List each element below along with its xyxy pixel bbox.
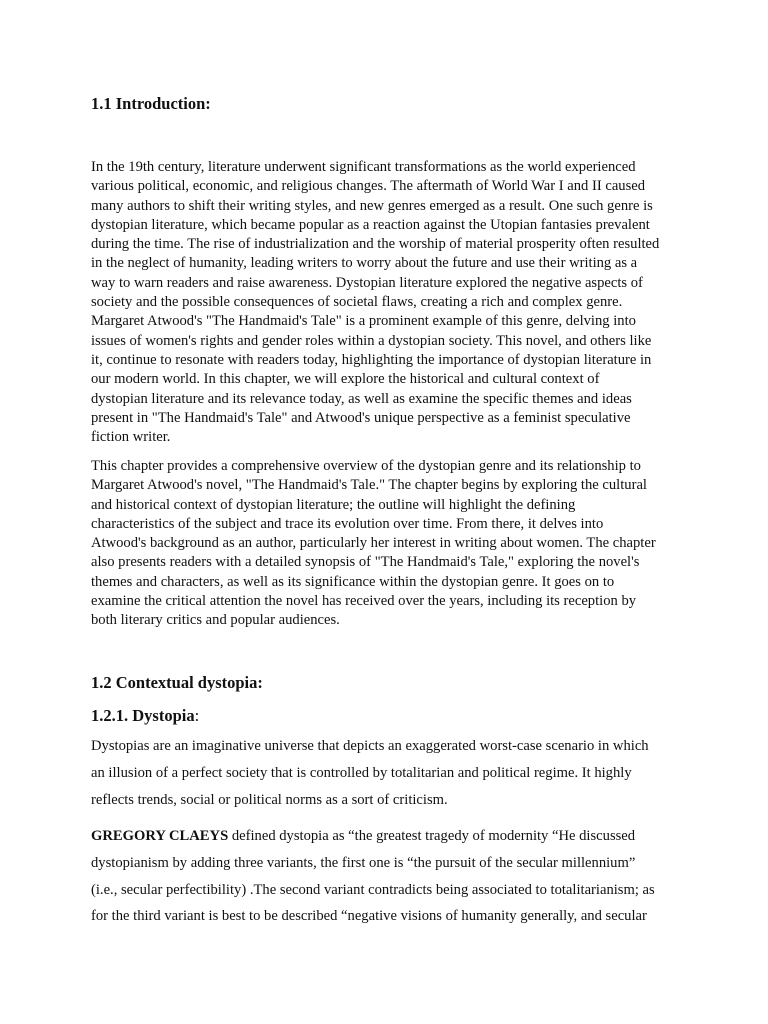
intro-paragraph-2 [91,457,683,631]
text-line: examine the critical attention the novel has received over the years, including its reception by [91,593,637,610]
claeys-paragraph [91,823,683,930]
text-line: (i.e., secular perfectibility) .The second variant contradicts being associated to totalitarianism; as [91,881,655,898]
text-line: dystopian literature, which became popular as a reaction against the Utopian fantasies prevalent [91,216,650,233]
text-line: also presents readers with a detailed synopsis of "The Handmaid's Tale," exploring the novel's [91,554,640,571]
text-line: present in "The Handmaid's Tale" and Atwood's unique perspective as a feminist speculative [91,409,631,426]
text-line: themes and characters, as well as its significance within the dystopian genre. It goes on to [91,573,615,590]
text-line [91,823,683,850]
text-line: This chapter provides a comprehensive overview of the dystopian genre and its relationship to [91,458,641,474]
subsection-heading-label: 1.2.1. Dystopia [91,706,195,725]
subsection-heading-dystopia [91,706,199,726]
text-fragment: defined dystopia as “the greatest tragedy of modernity “He discussed [228,828,636,844]
text-line: Atwood's background as an author, particularly her interest in writing about women. The chapter [91,535,656,552]
text-line: society and the possible consequences of societal flaws, creating a rich and complex genre. [91,294,623,311]
text-line: Margaret Atwood's novel, "The Handmaid's Tale." The chapter begins by exploring the cultural [91,477,647,494]
text-line: for the third variant is best to be described “negative visions of humanity generally, and secular [91,908,647,925]
text-line: Margaret Atwood's "The Handmaid's Tale" is a prominent example of this genre, delving into [91,313,636,330]
intro-paragraph-1 [91,158,683,447]
text-line: issues of women's rights and gender roles within a dystopian society. This novel, and others like [91,332,652,349]
text-line: dystopianism by adding three variants, the first one is “the pursuit of the secular millennium” [91,854,636,871]
section-heading-contextual-dystopia: 1.2 Contextual dystopia: [91,673,263,692]
dystopia-paragraph [91,733,683,813]
author-name: GREGORY CLAEYS [91,828,229,844]
text-line: both literary critics and popular audiences. [91,612,340,629]
text-line: fiction writer. [91,429,171,446]
text-line: reflects trends, social or political norms as a sort of criticism. [91,791,448,808]
text-line: way to warn readers and raise awareness. Dystopian literature explored the negative aspects of [91,274,643,291]
text-line: Dystopias are an imaginative universe that depicts an exaggerated worst-case scenario in which [91,738,649,754]
text-line: an illusion of a perfect society that is controlled by totalitarian and political regime. It highly [91,764,632,781]
subsection-heading-colon: : [194,706,200,725]
text-line: our modern world. In this chapter, we will explore the historical and cultural context of [91,371,600,388]
text-line: in the neglect of humanity, leading writers to worry about the future and use their writing as a [91,255,638,272]
text-line: In the 19th century, literature underwent significant transformations as the world experienced [91,159,636,175]
text-line: many authors to shift their writing styles, and new genres emerged as a result. One such genre is [91,197,653,214]
text-line: characteristics of the subject and trace its evolution over time. From there, it delves into [91,515,604,532]
text-line: and historical context of dystopian literature; the outline will highlight the defining [91,496,576,513]
text-line: various political, economic, and religious changes. The aftermath of World War I and II caused [91,178,646,195]
text-line: during the time. The rise of industrialization and the worship of material prosperity often resulted [91,236,660,253]
section-heading-introduction: 1.1 Introduction: [91,94,211,113]
text-line: it, continue to resonate with readers today, highlighting the importance of dystopian literature in [91,351,652,368]
text-line: dystopian literature and its relevance today, as well as examine the specific themes and ideas [91,390,632,407]
